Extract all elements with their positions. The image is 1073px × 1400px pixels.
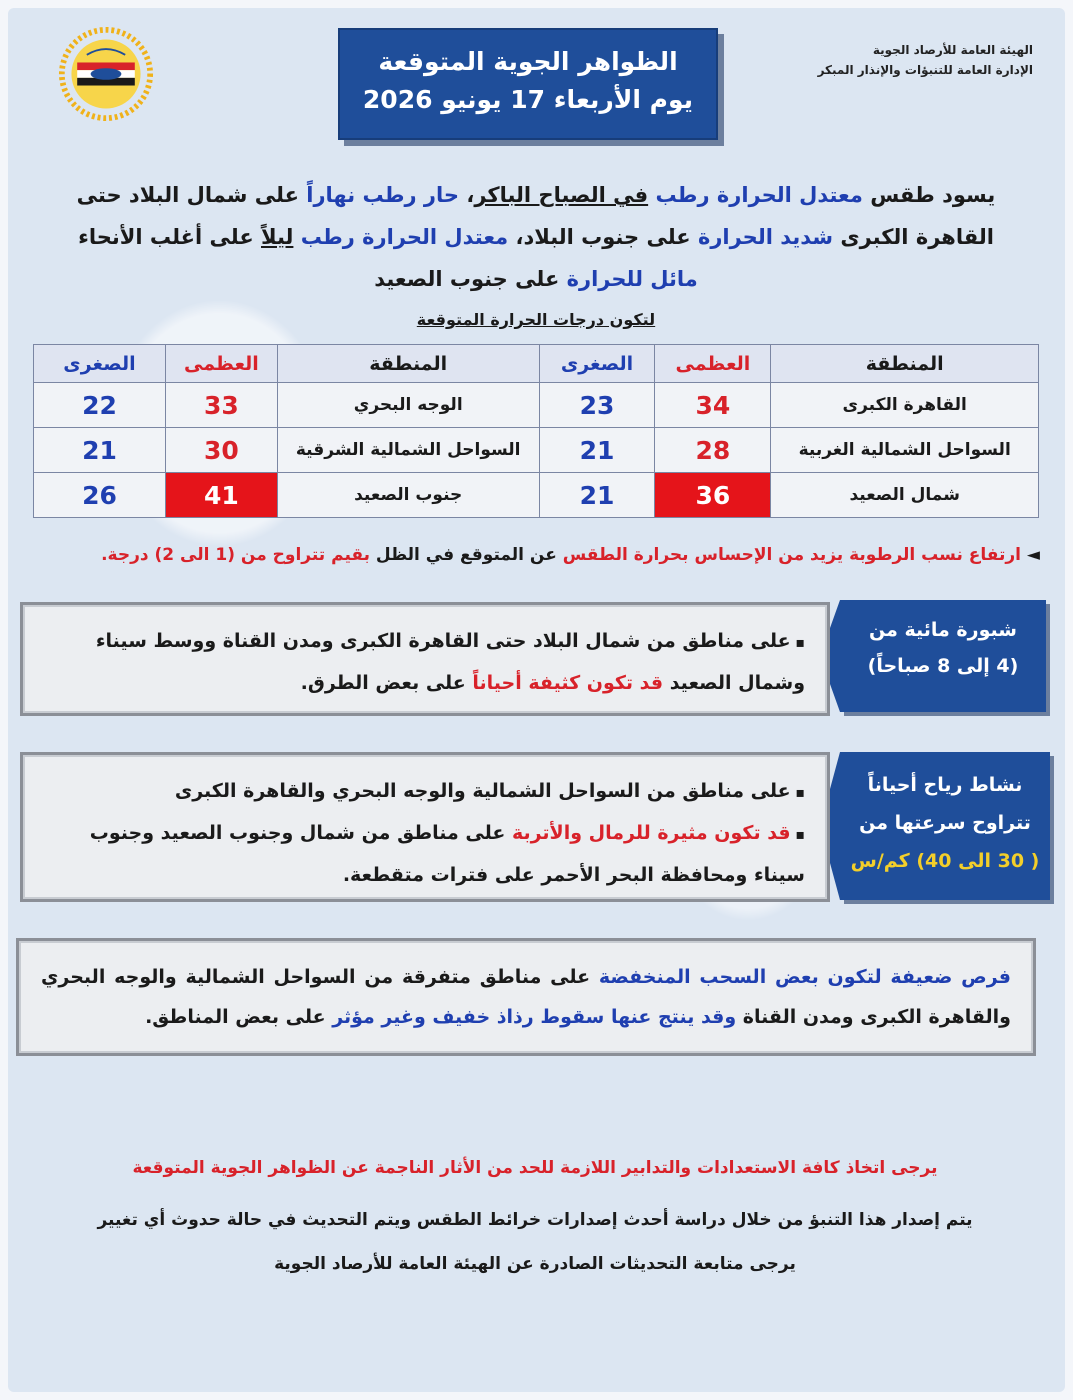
- humidity-note: [40, 540, 1040, 570]
- max-cell: 28: [655, 428, 771, 473]
- fog-highlight: قد تكون كثيفة أحياناً: [472, 672, 664, 694]
- clouds-text: على بعض المناطق.: [145, 1006, 333, 1028]
- summary-text: على شمال البلاد حتى القاهرة الكبرى: [76, 183, 994, 249]
- wind-tag-speed: ( 30 الى 40) كم/س: [850, 850, 1040, 872]
- header-region: المنطقة: [771, 345, 1039, 383]
- forecast-date: يوم الأربعاء 17 يونيو 2026: [362, 85, 694, 114]
- clouds-highlight: وقد ينتج عنها سقوط رذاذ خفيف وغير مؤثر: [332, 1006, 737, 1028]
- summary-text: يسود طقس: [862, 183, 996, 207]
- summary-text: على جنوب الصعيد: [374, 267, 567, 291]
- summary-text: على أغلب الأنحاء: [78, 225, 261, 249]
- wind-details: [20, 752, 830, 902]
- list-item: [45, 813, 805, 895]
- summary-text: ،: [459, 183, 475, 207]
- temperature-table: [33, 344, 1039, 518]
- summary-text: على جنوب البلاد،: [508, 225, 698, 249]
- org-line-2: الإدارة العامة للتنبؤات والإنذار المبكر: [817, 63, 1033, 77]
- min-cell: 26: [34, 473, 166, 518]
- min-cell: 23: [539, 383, 655, 428]
- wind-tag: [840, 752, 1050, 900]
- max-cell: 30: [165, 428, 277, 473]
- region-cell: شمال الصعيد: [771, 473, 1039, 518]
- note-text: عن المتوقع في الظل: [370, 545, 563, 565]
- clouds-highlight: فرص ضعيفة لتكون بعض السحب المنخفضة: [598, 966, 1011, 988]
- table-header-row: [34, 345, 1039, 383]
- fog-tag: [840, 600, 1046, 712]
- wind-highlight: قد تكون مثيرة للرمال والأتربة: [511, 822, 791, 844]
- max-cell: 34: [655, 383, 771, 428]
- header-max: العظمى: [165, 345, 277, 383]
- min-cell: 22: [34, 383, 166, 428]
- fog-text: على مناطق من شمال البلاد حتى القاهرة الكبرى ومدن القناة ووسط سيناء وشمال الصعيد: [95, 630, 805, 694]
- summary-text: [293, 225, 300, 249]
- clouds-details: [16, 938, 1036, 1056]
- page-title: الظواهر الجوية المتوقعة: [378, 47, 678, 76]
- org-line-1: الهيئة العامة للأرصاد الجوية: [872, 43, 1033, 57]
- header-max: العظمى: [655, 345, 771, 383]
- fog-tag-time: (4 إلى 8 صباحاً): [867, 655, 1019, 677]
- max-cell-hot: 36: [655, 473, 771, 518]
- fog-text: على بعض الطرق.: [300, 672, 473, 694]
- table-row: [34, 383, 1039, 428]
- summary-underline: ليلاً: [261, 225, 294, 249]
- max-cell-hot: 41: [165, 473, 277, 518]
- list-item: [45, 771, 805, 813]
- wind-tag-line: تتراوح سرعتها من: [859, 812, 1031, 834]
- table-row: [34, 428, 1039, 473]
- max-cell: 33: [165, 383, 277, 428]
- fog-tag-line: شبورة مائية من: [869, 619, 1017, 641]
- organization-header: [803, 40, 1033, 80]
- weather-summary: [56, 174, 1016, 300]
- header-min: الصغرى: [539, 345, 655, 383]
- footer-warning: يرجى اتخاذ كافة الاستعدادات والتدابير اللازمة للحد من الأثار الناجمة عن الظواهر الجوية المتوقعة: [132, 1158, 938, 1178]
- header-region: المنطقة: [277, 345, 539, 383]
- summary-highlight: حار رطب نهاراً: [306, 183, 460, 207]
- table-caption: لتكون درجات الحرارة المتوقعة: [416, 310, 656, 329]
- wind-text: على مناطق من السواحل الشمالية والوجه البحري والقاهرة الكبرى: [174, 780, 791, 802]
- summary-underline: في الصباح الباكر: [474, 183, 649, 207]
- summary-highlight: معتدل الحرارة رطب: [655, 183, 863, 207]
- region-cell: القاهرة الكبرى: [771, 383, 1039, 428]
- ema-logo-icon: [58, 26, 154, 122]
- footer-note: يرجى متابعة التحديثات الصادرة عن الهيئة العامة للأرصاد الجوية: [274, 1254, 796, 1274]
- fog-details: [20, 602, 830, 716]
- min-cell: 21: [34, 428, 166, 473]
- list-item: [45, 621, 805, 703]
- note-highlight: بقيم تتراوح من (1 الى 2) درجة.: [101, 545, 371, 565]
- wind-tag-line: نشاط رياح أحياناً: [867, 774, 1023, 796]
- region-cell: جنوب الصعيد: [277, 473, 539, 518]
- note-highlight: ارتفاع نسب الرطوبة يزيد من الإحساس بحرارة الطقس: [562, 545, 1021, 565]
- footer-note: يتم إصدار هذا التنبؤ من خلال دراسة أحدث إصدارات خرائط الطقس ويتم التحديث في حالة حدوث أي تغيير: [97, 1210, 973, 1230]
- region-cell: السواحل الشمالية الشرقية: [277, 428, 539, 473]
- min-cell: 21: [539, 428, 655, 473]
- summary-highlight: شديد الحرارة: [697, 225, 834, 249]
- summary-highlight: مائل للحرارة: [566, 267, 698, 291]
- region-cell: الوجه البحري: [277, 383, 539, 428]
- table-row: [34, 473, 1039, 518]
- header-min: الصغرى: [34, 345, 166, 383]
- clouds-text: على مناطق متفرقة من السواحل الشمالية والوجه البحري والقاهرة الكبرى ومدن القناة: [41, 966, 1011, 1028]
- wind-text: على مناطق من شمال وجنوب الصعيد وجنوب سيناء ومحافظة البحر الأحمر على فترات متقطعة.: [89, 822, 805, 886]
- summary-highlight: معتدل الحرارة رطب: [300, 225, 509, 249]
- region-cell: السواحل الشمالية الغربية: [771, 428, 1039, 473]
- pointer-icon: ◄: [1021, 545, 1040, 565]
- min-cell: 21: [539, 473, 655, 518]
- title-banner: [338, 28, 718, 140]
